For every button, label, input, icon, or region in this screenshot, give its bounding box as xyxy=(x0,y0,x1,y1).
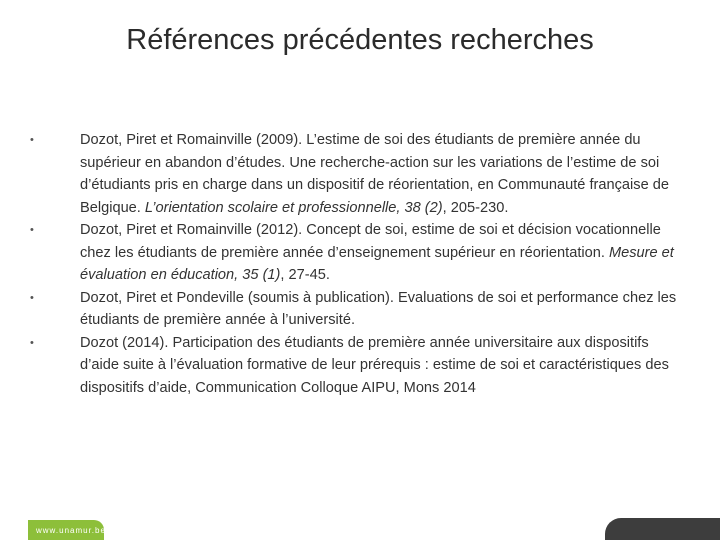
reference-text: Dozot (2014). Participation des étudiants de première année universitaire aux dispositifs d’aide suite à l’évaluation formative de leur prérequis : estime de soi et caractéristiques des dispositifs d’aide, Communication Colloque AIPU, Mons 2014 xyxy=(80,334,669,396)
reference-item-3 xyxy=(30,287,690,332)
reference-item-2 xyxy=(30,219,690,287)
reference-text: Dozot, Piret et Romainville (2009). L’estime de soi des étudiants de première année du supérieur en abandon d’études. Une recherche-action sur les variations de l’estime de soi d’étudiants pris en charge dans un dispositif de réorientation, en Communauté française de Belgique. xyxy=(80,132,669,216)
reference-journal: Mesure et évaluation en éducation, 35 (1) xyxy=(80,244,674,283)
bullet-icon: • xyxy=(30,134,34,146)
bullet-icon: • xyxy=(30,291,34,304)
footer-dark-shape xyxy=(605,518,720,540)
reference-list xyxy=(30,129,690,399)
reference-text: Dozot, Piret et Pondeville (soumis à publication). Evaluations de soi et performance chez les étudiants de première année à l’université. xyxy=(80,289,677,328)
bullet-icon: • xyxy=(30,224,34,236)
reference-item-4 xyxy=(30,332,690,400)
reference-pages: , 27-45. xyxy=(280,267,330,283)
reference-text: Dozot, Piret et Romainville (2012). Concept de soi, estime de soi et décision vocationnelle chez les étudiants de première année d’enseignement supérieur en réorientation. xyxy=(80,222,661,261)
reference-pages: , 205-230. xyxy=(442,199,509,216)
footer-url-link[interactable]: www.unamur.be xyxy=(36,526,106,535)
reference-item-1 xyxy=(30,129,690,219)
bullet-icon: • xyxy=(30,336,34,349)
reference-journal: L’orientation scolaire et professionnelle, 38 (2) xyxy=(144,199,443,216)
slide-title: Références précédentes recherches xyxy=(126,24,594,56)
